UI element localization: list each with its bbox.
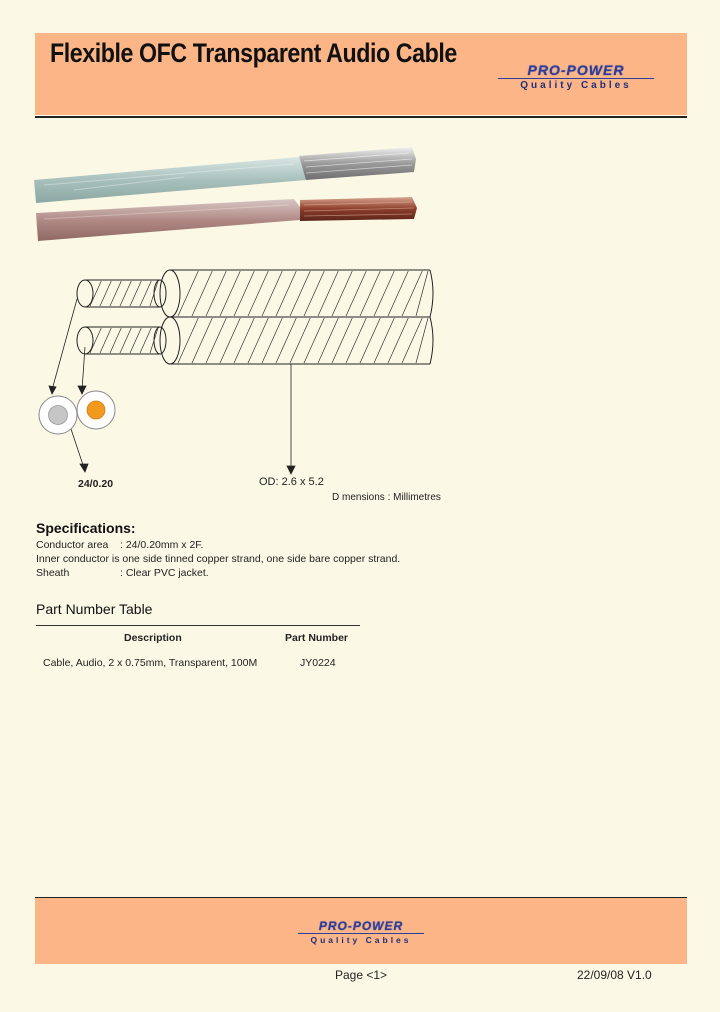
hatch-line <box>150 281 158 306</box>
column-header-description: Description <box>124 632 182 644</box>
footer-brand-logo <box>298 920 424 945</box>
hatch-line <box>90 281 101 306</box>
spec-row-conductor <box>36 539 203 551</box>
footer-brand-name: PRO-POWER <box>318 919 404 933</box>
brand-logo <box>498 63 654 91</box>
part-table-rule <box>36 625 360 626</box>
brand-tagline: Quality Cables <box>520 80 632 91</box>
hatch-line <box>140 281 151 306</box>
footer-logo-divider <box>298 933 424 934</box>
cable-drawing <box>30 262 450 492</box>
spec-label: Sheath <box>36 567 70 579</box>
spec-row-inner-conductor <box>36 553 400 565</box>
part-table-heading: Part Number Table <box>36 601 153 617</box>
page-title: Flexible OFC Transparent Audio Cable <box>50 38 457 68</box>
document-date-version: 22/09/08 V1.0 <box>577 968 652 982</box>
footer-brand-tagline: Quality Cables <box>310 935 412 945</box>
copper-strands <box>300 197 417 221</box>
spec-value: Inner conductor is one side tinned copper strand, one side bare copper strand. <box>36 553 401 565</box>
hatch-line <box>150 328 158 353</box>
header-divider <box>35 116 687 118</box>
leader-arrows <box>49 299 295 474</box>
brand-name: PRO-POWER <box>527 62 625 78</box>
spec-row-sheath <box>36 567 209 579</box>
table-cell-description: Cable, Audio, 2 x 0.75mm, Transparent, 100M <box>43 657 258 669</box>
dimensions-note: D mensions : Millimetres <box>332 492 441 503</box>
copper-jacket <box>36 199 300 241</box>
outer-diameter-label: OD: 2.6 x 5.2 <box>259 476 324 488</box>
hatch-line <box>416 271 428 316</box>
hatch-line <box>90 328 101 353</box>
hatch-line <box>100 328 111 353</box>
specifications-heading: Specifications: <box>36 520 136 536</box>
hatch-line <box>130 328 141 353</box>
hatch-line <box>120 281 131 306</box>
page-number: Page <1> <box>335 968 388 982</box>
tinned-jacket <box>34 157 306 203</box>
end-view-copper <box>77 391 115 429</box>
hatch-line <box>110 281 121 306</box>
table-cell-part-number: JY0224 <box>300 657 336 669</box>
hatch-line <box>416 318 428 363</box>
column-header-part-number: Part Number <box>285 632 349 644</box>
hatch-line <box>110 328 121 353</box>
hatch-line <box>100 281 111 306</box>
end-view-tinned <box>39 396 77 434</box>
conductor-size-label: 24/0.20 <box>78 478 114 490</box>
logo-divider <box>498 78 654 79</box>
hatch-line <box>140 328 151 353</box>
hatch-line <box>120 328 131 353</box>
cable-photo <box>34 135 424 250</box>
spec-value: : Clear PVC jacket. <box>120 567 209 579</box>
hatch-line <box>130 281 141 306</box>
spec-label: Conductor area <box>36 539 109 551</box>
spec-value: : 24/0.20mm x 2F. <box>120 539 204 551</box>
